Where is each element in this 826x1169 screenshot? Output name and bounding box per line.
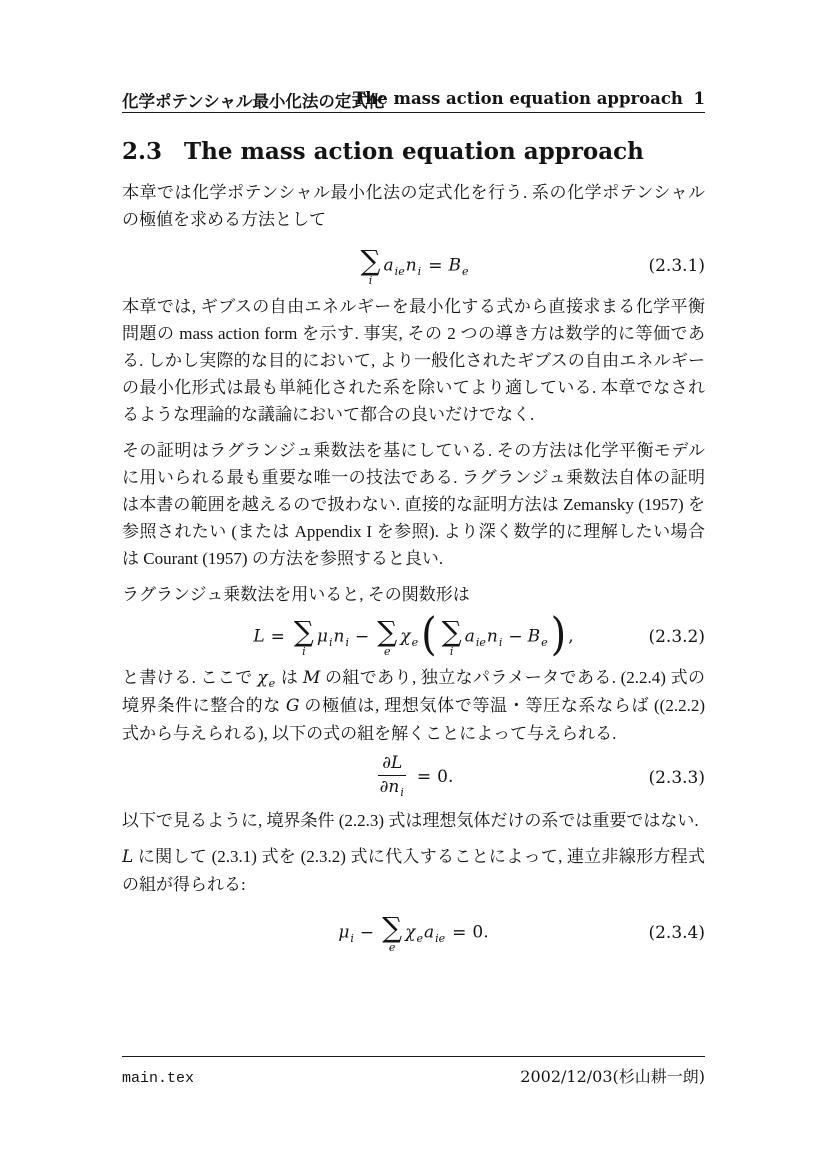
math-subscript: i — [328, 635, 333, 649]
math-subscript: e — [411, 635, 419, 649]
math-sigma: ∑ — [360, 244, 381, 277]
fraction-numerator — [378, 754, 406, 776]
equation-tag: (2.3.4) — [648, 923, 705, 943]
page-number: 1 — [693, 89, 705, 108]
math-fraction — [376, 754, 409, 797]
page-header — [122, 0, 705, 113]
math-sum — [377, 615, 398, 658]
equation-2-3-1 — [122, 244, 705, 287]
math-subscript: ie — [435, 931, 446, 945]
math-variable: M — [302, 668, 321, 688]
math-partial: ∂ — [382, 753, 391, 773]
math-subscript: i — [417, 264, 422, 278]
text-segment: は — [276, 668, 303, 687]
math-operator: = — [452, 922, 467, 943]
equation-body — [338, 911, 489, 954]
text-segment: の極値は, 理想気体で等温・等圧な系ならば ((2.2.2) 式から与えられる), 以下の式の組を解くことによって与えられる. — [122, 696, 706, 743]
footer-filename: main.tex — [122, 1070, 195, 1087]
footer-date-author: 2002/12/03(杉山耕一朗) — [520, 1067, 705, 1086]
footer-line — [122, 1064, 705, 1087]
math-variable: χ — [400, 626, 411, 647]
math-sum — [293, 615, 314, 658]
header-title-english: The mass action equation approach — [353, 89, 683, 108]
math-punctuation: , — [568, 626, 574, 647]
math-sum-limit: e — [383, 645, 391, 658]
paragraph-lagrange-lead: ラグランジュ乗数法を用いると, その関数形は — [122, 585, 470, 604]
math-partial: ∂ — [379, 777, 389, 797]
math-operator: = — [416, 767, 432, 787]
section-number: 2.3 — [122, 138, 163, 165]
math-subscript: ie — [394, 264, 405, 278]
math-variable: L — [122, 847, 134, 867]
math-variable: n — [405, 255, 417, 276]
math-variable: n — [333, 626, 345, 647]
math-sum — [360, 244, 381, 287]
text-segment: の組であり, 独立なパラメータである. (2.2.4) 式の境界条件に整合的な — [122, 668, 706, 715]
section-heading — [122, 138, 705, 165]
math-variable: L — [253, 626, 265, 647]
math-variable: B — [448, 255, 461, 276]
math-variable: μ — [316, 626, 328, 647]
math-subscript: e — [541, 635, 548, 649]
math-sigma: ∑ — [377, 615, 398, 648]
math-sum-limit: i — [449, 645, 454, 658]
text-column — [122, 0, 705, 952]
math-sigma: ∑ — [382, 911, 403, 944]
math-variable: a — [424, 922, 435, 943]
math-variable: B — [527, 626, 541, 647]
math-sum-limit: i — [302, 645, 306, 658]
math-sum-limit: i — [368, 274, 373, 287]
header-line — [122, 88, 705, 109]
math-subscript: e — [416, 931, 423, 945]
math-operator: − — [508, 626, 523, 647]
equation-2-3-2 — [122, 609, 705, 661]
equation-tag: (2.3.2) — [648, 627, 705, 647]
equation-body — [374, 753, 454, 799]
math-subscript: e — [268, 677, 276, 690]
math-subscript: i — [400, 786, 404, 799]
text-segment: に関して (2.3.1) 式を (2.3.2) 式に代入することによって, 連立非線形方程式の組が得られる: — [122, 847, 705, 894]
math-operator: = — [428, 255, 443, 276]
math-operator: = — [270, 626, 285, 647]
math-subscript: e — [461, 264, 469, 278]
math-sum — [382, 911, 403, 954]
text-segment: と書ける. ここで — [122, 668, 258, 687]
math-variable: G — [285, 696, 300, 716]
paragraph-boundary-note: 以下で見るように, 境界条件 (2.2.3) 式は理想気体だけの系では重要ではない. — [122, 811, 699, 830]
math-sum — [441, 615, 462, 658]
section-title: The mass action equation approach — [184, 138, 644, 165]
equation-tag: (2.3.3) — [648, 767, 705, 788]
fraction-denominator — [376, 776, 409, 797]
equation-2-3-4 — [122, 911, 705, 954]
math-variable: n — [486, 626, 498, 647]
math-subscript: i — [498, 635, 503, 649]
equation-tag: (2.3.1) — [648, 256, 705, 276]
math-variable: a — [464, 626, 475, 647]
paragraph-chi-params — [122, 664, 705, 747]
equation-2-3-3 — [122, 753, 705, 799]
math-variable: χ — [257, 668, 268, 688]
paragraph-intro: 本章では化学ポテンシャル最小化法の定式化を行う. 系の化学ポテンシャルの極値を求める方法として — [122, 183, 705, 229]
math-subscript: i — [350, 931, 354, 945]
header-title-japanese: 化学ポテンシャル最小化法の定式化 — [122, 93, 385, 111]
math-sigma: ∑ — [441, 615, 462, 648]
math-operator: − — [355, 626, 370, 647]
paragraph-substitution — [122, 843, 705, 898]
equation-body: L = ∑ i $\mu_in_i$ − ∑ e $\chi_e$( ∑ i $a_{ie}n_i - B_e$) , — [253, 609, 574, 661]
math-variable: χ — [405, 922, 416, 943]
paragraph-mass-action: 本章では, ギブスの自由エネルギーを最小化する式から直接求まる化学平衡問題の mass action form を示す. 事実, その 2 つの導き方は数学的に等価である. しかし実際的な目的において, より一般化されたギブスの自由エネルギーの最小化形式は最も単純化された系を除いてより適している. 本章でなされるような理論的な議論において都合の良いだけでなく. — [122, 297, 705, 424]
math-variable: L — [391, 753, 403, 773]
page-footer — [122, 1056, 705, 1087]
header-rule — [122, 112, 705, 113]
math-subscript: i — [345, 635, 349, 649]
math-variable: n — [388, 777, 400, 797]
math-number: 0. — [472, 922, 489, 943]
paragraph-lagrange: その証明はラグランジュ乗数法を基にしている. その方法は化学平衡モデルに用いられる最も重要な唯一の技法である. ラグランジュ乗数法自体の証明は本書の範囲を越えるので扱わない. 直接的な証明方法は Zemansky (1957) を参照されたい (または Appendix I を参照). より深く数学的に理解したい場合は Courant (1957) の方法を参照すると良い. — [122, 441, 705, 568]
math-sum-limit: e — [388, 941, 396, 954]
math-operator: − — [359, 922, 375, 943]
math-variable: μ — [338, 922, 350, 943]
equation-body — [358, 244, 470, 287]
math-number: 0. — [437, 767, 454, 787]
math-sigma: ∑ — [293, 615, 314, 648]
math-variable: a — [383, 255, 394, 276]
footer-rule — [122, 1056, 705, 1057]
math-subscript: ie — [475, 635, 486, 649]
